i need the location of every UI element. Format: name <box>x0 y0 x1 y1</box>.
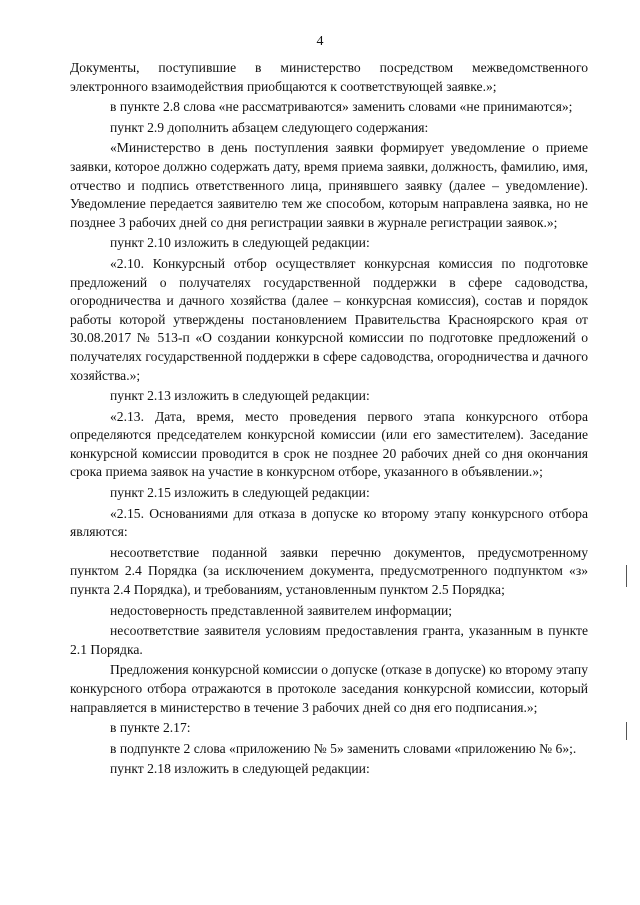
paragraph-5: пункт 2.10 изложить в следующей редакции: <box>110 235 370 251</box>
paragraph-4: «Министерство в день поступления заявки формирует уведомление о приеме заявки, которое должно содержать дату, время приема заявки, должность, фамилию, имя, отчество и подпись ответственного лица, принявшего заявку (далее – уведомление). Уведомление передается заявителю тем же способом, которым направлена заявка, но не позднее 3 рабочих дней со дня регистрации заявки в журнале регистрации заявок.»; <box>70 140 588 230</box>
paragraph-7: пункт 2.13 изложить в следующей редакции: <box>110 388 370 404</box>
paragraph-10: «2.15. Основаниями для отказа в допуске ко второму этапу конкурсного отбора являются: <box>70 505 588 540</box>
scan-artifact-line <box>626 722 627 740</box>
scan-artifact-line <box>626 565 627 587</box>
page-number: 4 <box>316 34 324 49</box>
paragraph-2: в пункте 2.8 слова «не рассматриваются» заменить словами «не принимаются»; <box>110 99 573 115</box>
paragraph-9: пункт 2.15 изложить в следующей редакции: <box>110 485 370 501</box>
paragraph-13: несоответствие заявителя условиям предоставления гранта, указанным в пункте 2.1 Порядка. <box>70 623 588 657</box>
paragraph-16: в подпункте 2 слова «приложению № 5» заменить словами «приложению № 6»;. <box>110 740 577 756</box>
paragraph-3: пункт 2.9 дополнить абзацем следующего содержания: <box>110 119 429 135</box>
paragraph-17: пункт 2.18 изложить в следующей редакции: <box>110 761 370 777</box>
document-body <box>70 59 588 781</box>
paragraph-1: Документы, поступившие в министерство посредством межведомственного электронного взаимодействия приобщаются к соответствующей заявке.»; <box>70 60 588 94</box>
paragraph-6: «2.10. Конкурсный отбор осуществляет конкурсная комиссия по подготовке предложений о получателях государственной поддержки в сфере садоводства, огородничества и дачного хозяйства (далее – конкурсная комиссия), состав и порядок работы которой утверждены постановлением Правительства Красноярского края от 30.08.2017 № 513-п «О создании конкурсной комиссии по подготовке предложений о получателях государственной поддержки в сфере садоводства, огородничества и дачного хозяйства.»; <box>70 255 588 383</box>
paragraph-8: «2.13. Дата, время, место проведения первого этапа конкурсного отбора определяются председателем конкурсной комиссии (или его заместителем). Заседание конкурсной комиссии проводится в срок не позднее 20 рабочих дней со дня окончания срока приема заявок на участие в конкурсном отборе, указанного в объявлении.»; <box>70 408 588 480</box>
paragraph-11: несоответствие поданной заявки перечню документов, предусмотренному пунктом 2.4 Порядка (за исключением документа, предусмотренного подпунктом «з» пункта 2.4 Порядка), и требованиям, установленным пунктом 2.5 Порядка; <box>70 544 588 598</box>
paragraph-14: Предложения конкурсной комиссии о допуске (отказе в допуске) ко второму этапу конкурсного отбора отражаются в протоколе заседания конкурсной комиссии, который направляется в министерство в течение 3 рабочих дней со дня его подписания.»; <box>70 662 588 715</box>
paragraph-15: в пункте 2.17: <box>110 720 191 736</box>
paragraph-12: недостоверность представленной заявителем информации; <box>110 602 453 618</box>
